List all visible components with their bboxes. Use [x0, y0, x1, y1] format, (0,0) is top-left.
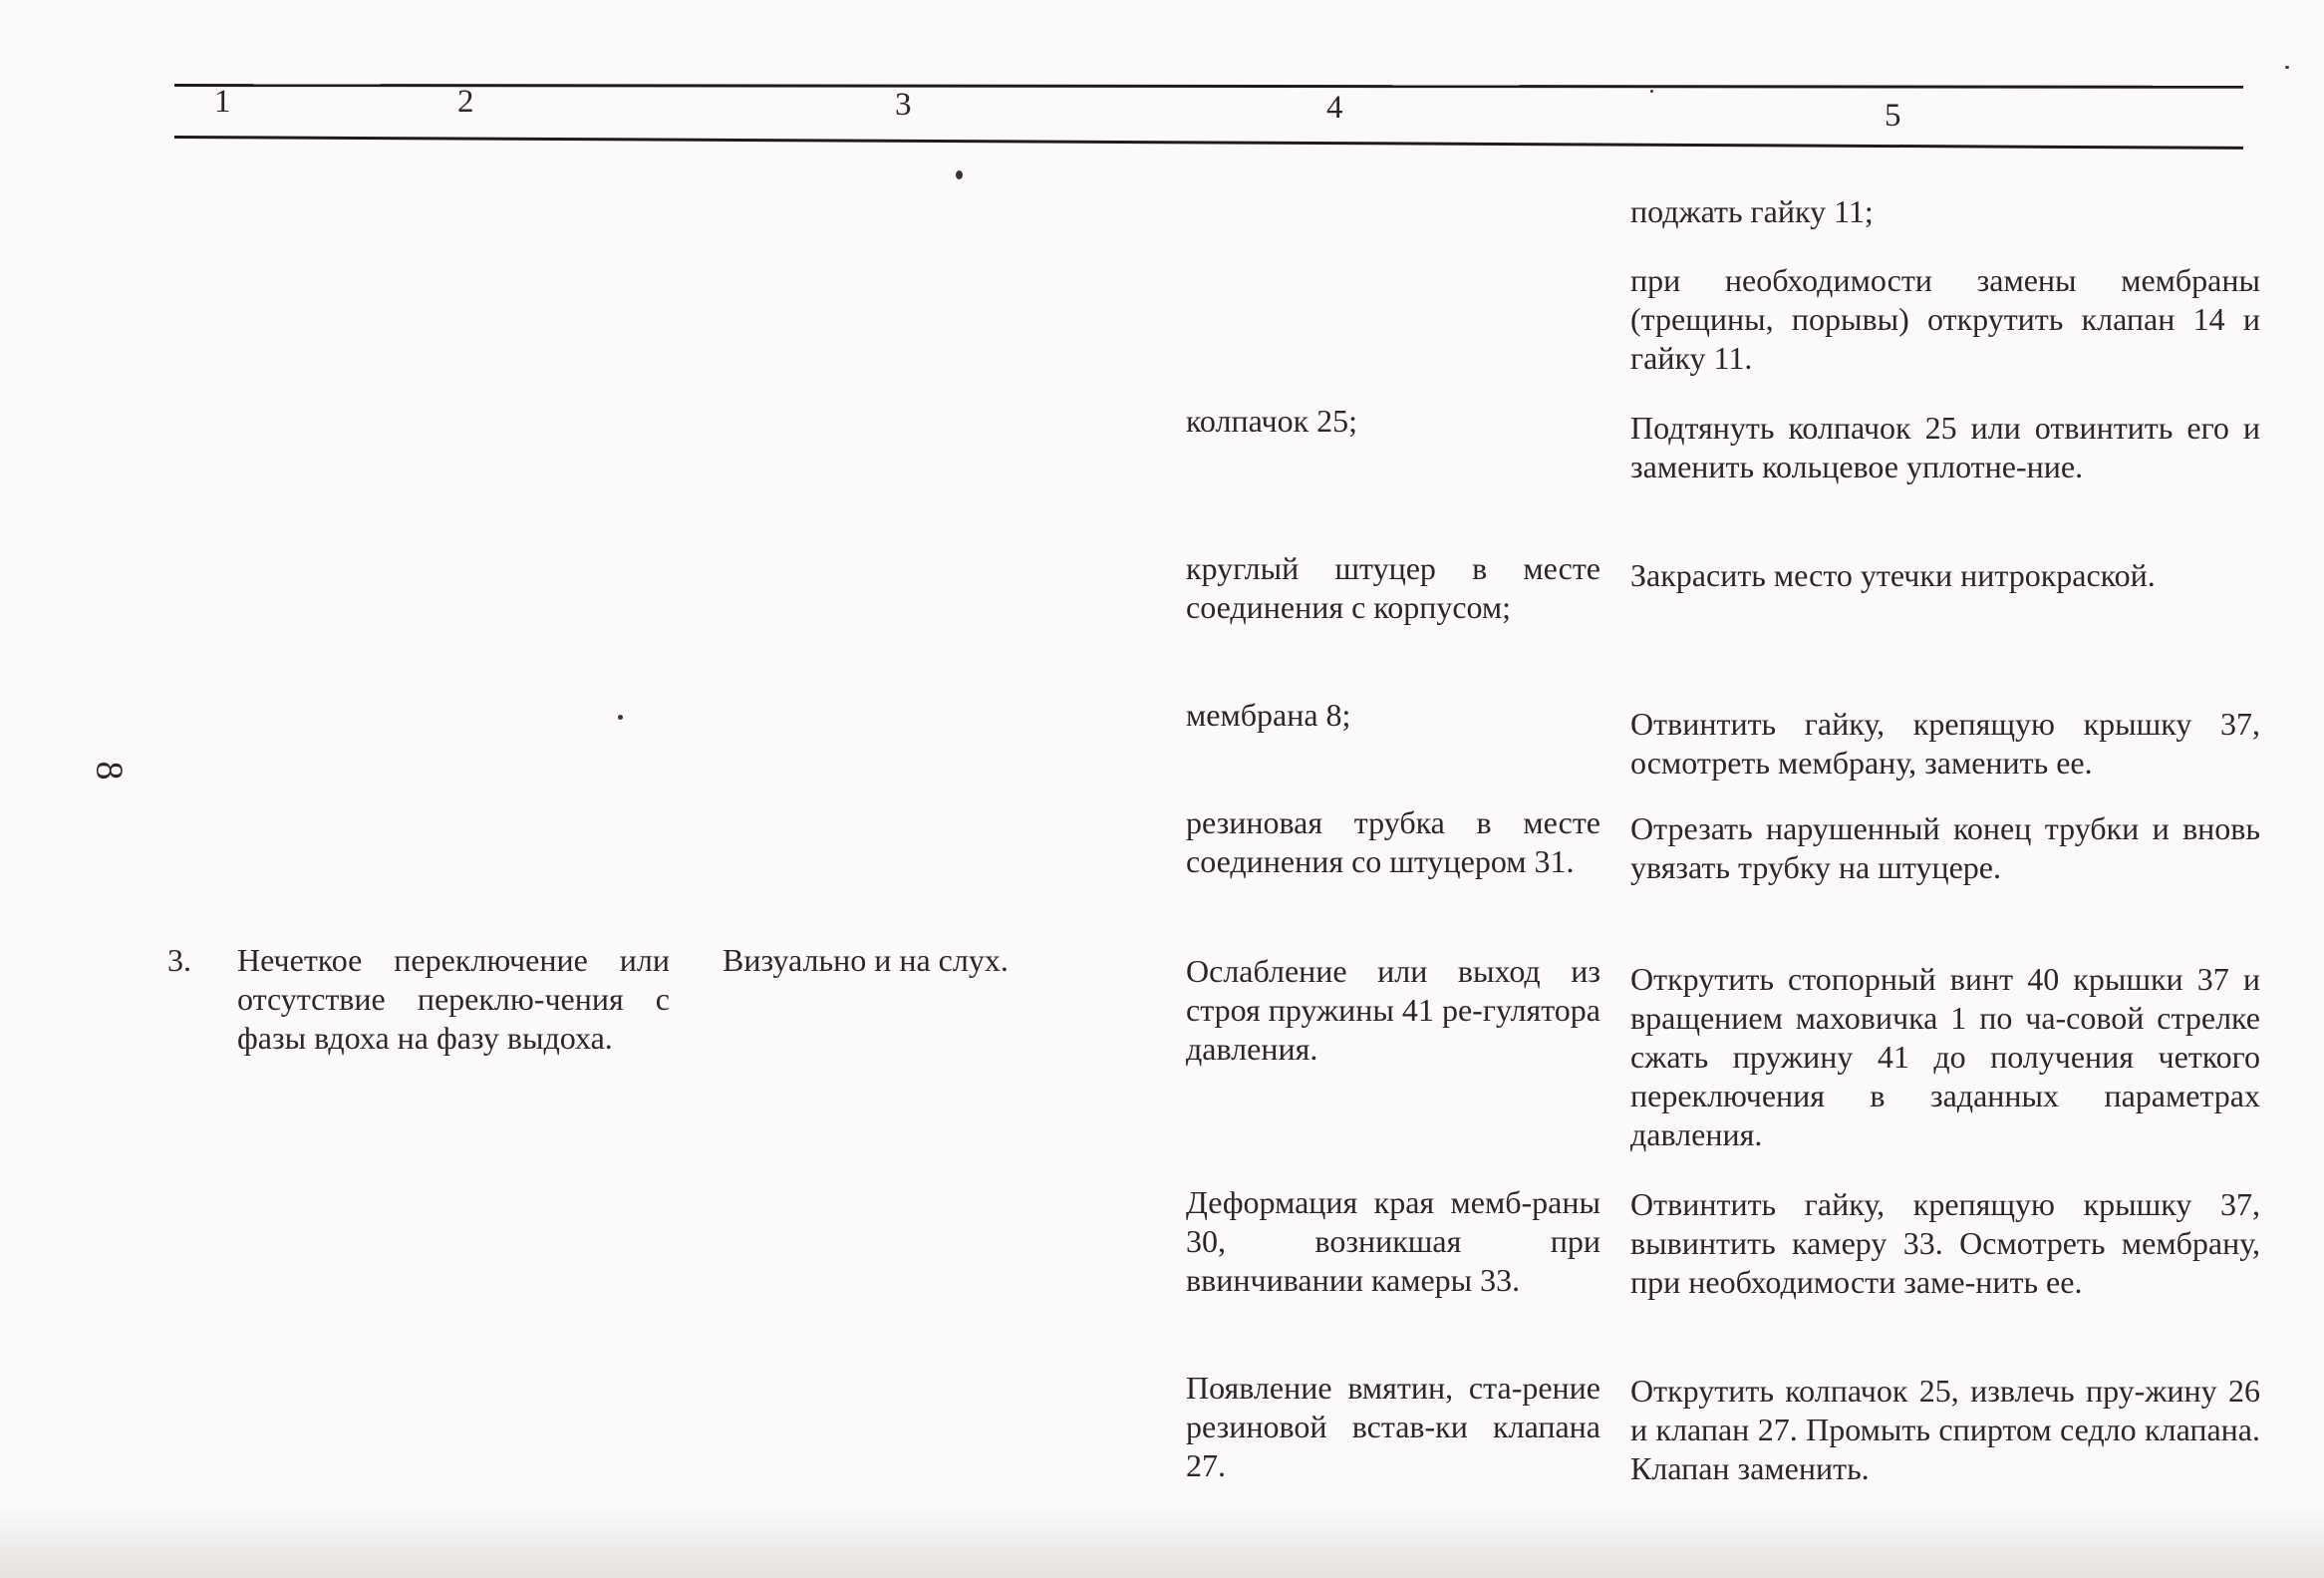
page-bottom-shadow [0, 1508, 2324, 1578]
scan-speck [1650, 90, 1653, 93]
item-3-remedy-3: Открутить колпачок 25, извлечь пру-жину 26 и клапан 27. Промыть спиртом седло клапана. Клапан заменить. [1630, 1373, 2260, 1486]
item-3-remedy-1: Открутить стопорный винт 40 крышки 37 и вращением маховичка 1 по ча-совой стрелке сжать пружину 41 до получения четкого переключения в заданных параметрах давления. [1630, 961, 2260, 1152]
item-3-cause-3: Появление вмятин, ста-рение резиновой встав-ки клапана 27. [1186, 1370, 1600, 1483]
row-4-remedy: Закрасить место утечки нитрокраской. [1630, 557, 2156, 593]
item-3-remedy-2: Отвинтить гайку, крепящую крышку 37, вывинтить камеру 33. Осмотреть мембрану, при необходимости заме-нить ее. [1630, 1186, 2260, 1300]
item-3-method: Визуально и на слух. [723, 942, 1009, 978]
header-rule-bottom [174, 136, 2243, 150]
item-3-cause-2: Деформация края мемб-раны 30, возникшая при ввинчивании камеры 33. [1186, 1184, 1600, 1298]
item-3-cause-1: Ослабление или выход из строя пружины 41 ре-гулятора давления. [1186, 953, 1600, 1067]
column-number-4: 4 [1326, 90, 1343, 126]
row-5-remedy: Отвинтить гайку, крепящую крышку 37, осмотреть мембрану, заменить ее. [1630, 706, 2260, 781]
scan-speck [2285, 66, 2289, 69]
scan-speck [956, 170, 963, 179]
column-number-3: 3 [895, 87, 912, 123]
row-5-element: мембрана 8; [1186, 697, 1351, 733]
column-number-1: 1 [214, 84, 231, 120]
row-1-remedy: поджать гайку 11; [1630, 193, 1874, 229]
item-3-number: 3. [167, 942, 191, 978]
row-3-element: колпачок 25; [1186, 403, 1358, 439]
side-page-number: 8 [88, 761, 131, 781]
row-3-remedy: Подтянуть колпачок 25 или отвинтить его и заменить кольцевое уплотне-ние. [1630, 410, 2260, 484]
row-4-element: круглый штуцер в месте соединения с корпусом; [1186, 550, 1600, 625]
scan-speck [618, 715, 623, 720]
row-6-element: резиновая трубка в месте соединения со штуцером 31. [1186, 804, 1600, 879]
column-number-5: 5 [1885, 98, 1901, 134]
row-2-remedy: при необходимости замены мембраны (трещины, порывы) открутить клапан 14 и гайку 11. [1630, 262, 2260, 376]
column-number-2: 2 [457, 84, 474, 120]
header-rule-top [174, 84, 2243, 89]
row-6-remedy: Отрезать нарушенный конец трубки и вновь увязать трубку на штуцере. [1630, 810, 2260, 885]
item-3-defect: Нечеткое переключение или отсутствие переклю-чения с фазы вдоха на фазу выдоха. [237, 942, 670, 1056]
